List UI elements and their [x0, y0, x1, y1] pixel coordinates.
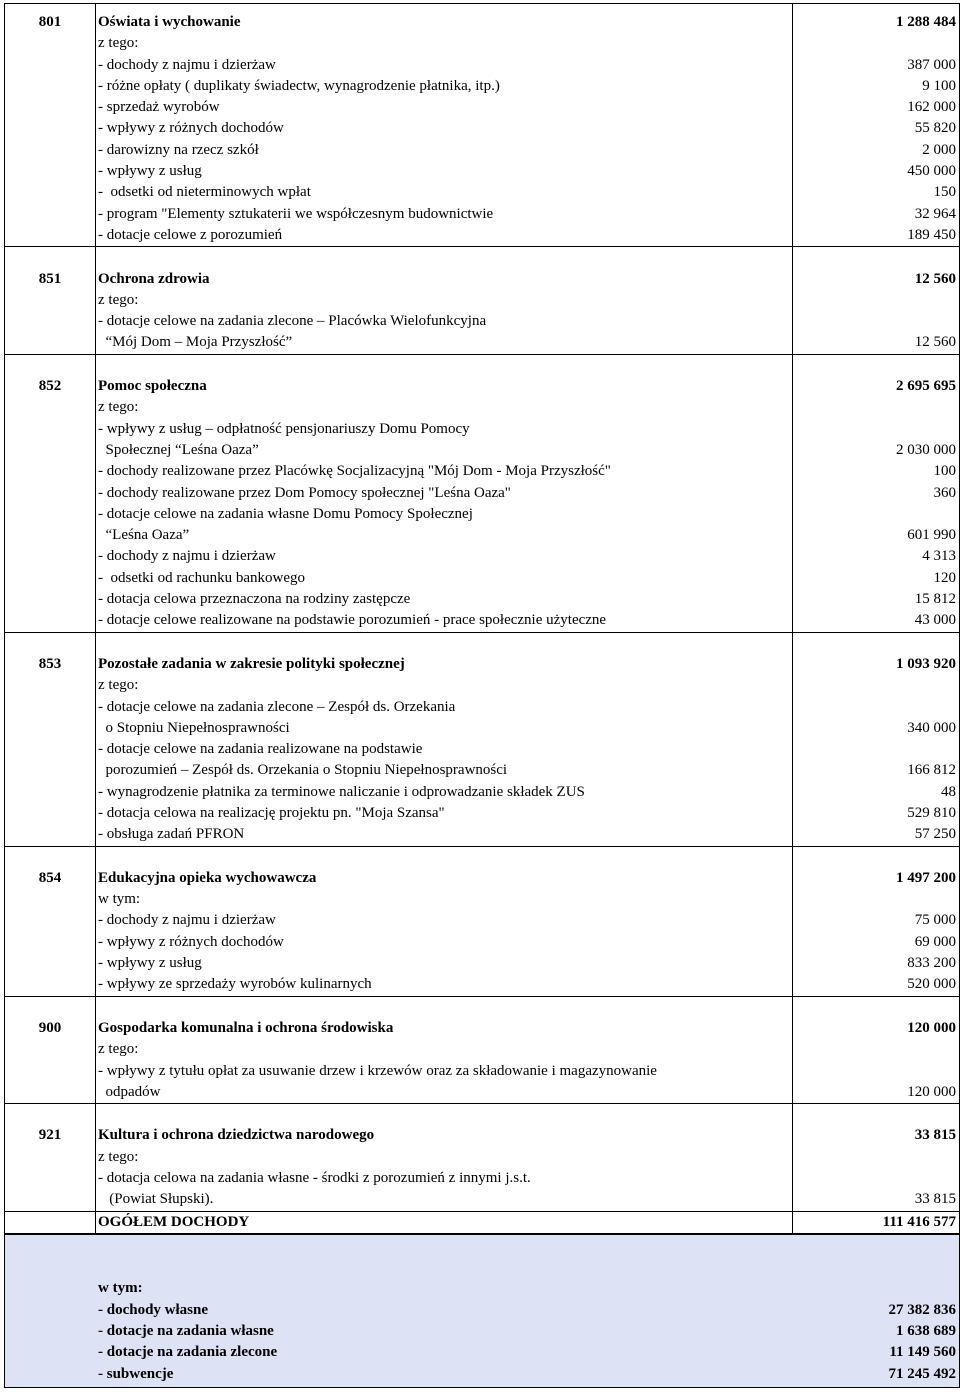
- section-code: 853: [38, 655, 62, 672]
- item-label: w tym:: [98, 891, 141, 908]
- item-value: 120: [933, 569, 956, 586]
- table-row: [5, 932, 959, 953]
- section-code: 854: [38, 869, 62, 886]
- item-label: - sprzedaż wyrobów: [98, 99, 220, 116]
- item-label: - dochody z najmu i dzierżaw: [98, 912, 276, 929]
- item-value: 9 100: [922, 77, 956, 94]
- table-row: [5, 974, 959, 996]
- table-row: [5, 311, 959, 332]
- item-value: 75 000: [914, 912, 956, 929]
- table-row: [5, 525, 959, 546]
- item-value: 189 450: [907, 226, 956, 243]
- section-spacer: [5, 355, 959, 376]
- table-row: [5, 568, 959, 589]
- table-body: [5, 4, 959, 1211]
- table-row: [5, 824, 959, 846]
- item-value: 529 810: [907, 804, 956, 821]
- item-label: - wpływy z usług: [98, 955, 202, 972]
- table-row: [5, 440, 959, 461]
- item-label: (Powiat Słupski).: [98, 1191, 214, 1208]
- section-total: 2 695 695: [896, 378, 956, 395]
- item-value: 150: [933, 184, 956, 201]
- item-label: o Stopniu Niepełnosprawności: [98, 719, 290, 736]
- table-row: [5, 504, 959, 525]
- item-value: 340 000: [907, 719, 956, 736]
- section-title: Edukacyjna opieka wychowawcza: [98, 869, 317, 886]
- item-label: - dotacje celowe na zadania zlecone – Zespół ds. Orzekania: [98, 698, 456, 715]
- summary-label: - subwencje: [98, 1365, 174, 1382]
- summary-label: - dochody własne: [98, 1301, 209, 1318]
- section-spacer: [5, 247, 959, 268]
- table-row: [5, 55, 959, 76]
- item-label: - wpływy z usług – odpłatność pensjonariuszy Domu Pomocy: [98, 420, 470, 437]
- item-value: 55 820: [914, 120, 956, 137]
- item-label: “Leśna Oaza”: [98, 527, 190, 544]
- table-row: [5, 546, 959, 567]
- item-label: - dochody z najmu i dzierżaw: [98, 56, 276, 73]
- item-value: 162 000: [907, 99, 956, 116]
- table-row: [5, 204, 959, 225]
- section-total: 1 093 920: [896, 655, 956, 672]
- item-value: 69 000: [914, 933, 956, 950]
- section-code: 851: [38, 270, 62, 287]
- item-label: “Mój Dom – Moja Przyszłość”: [98, 334, 293, 351]
- section-header-row: [5, 868, 959, 889]
- section-title: Pozostałe zadania w zakresie polityki społecznej: [98, 655, 405, 672]
- summary-value: 27 382 836: [888, 1301, 956, 1318]
- grand-total-value: 111 416 577: [882, 1213, 956, 1230]
- table-row: [5, 76, 959, 97]
- section-total: 120 000: [907, 1019, 956, 1036]
- item-label: - dotacja celowa na realizację projektu pn. "Moja Szansa": [98, 804, 445, 821]
- item-label: z tego:: [98, 399, 139, 416]
- item-value: 120 000: [907, 1083, 956, 1100]
- summary-value: 1 638 689: [896, 1323, 956, 1340]
- item-value: 2 030 000: [896, 441, 956, 458]
- table-row: [5, 182, 959, 203]
- item-label: - dotacje celowe realizowane na podstawie porozumień - prace społecznie użyteczne: [98, 612, 607, 629]
- table-row: [5, 332, 959, 354]
- item-value: 2 000: [922, 141, 956, 158]
- item-label: - dotacja celowa przeznaczona na rodziny zastępcze: [98, 591, 411, 608]
- section-title: Pomoc społeczna: [98, 378, 207, 395]
- summary-row: [5, 1300, 959, 1321]
- item-value: 32 964: [914, 205, 956, 222]
- section-spacer: [5, 633, 959, 654]
- item-label: z tego:: [98, 291, 139, 308]
- table-row: [5, 483, 959, 504]
- table-row: [5, 1189, 959, 1210]
- item-label: - dochody realizowane przez Placówkę Socjalizacyjną "Mój Dom - Moja Przyszłość": [98, 463, 611, 480]
- item-value: 833 200: [907, 955, 956, 972]
- table-row: [5, 910, 959, 931]
- item-value: 43 000: [914, 612, 956, 629]
- section-intro-row: [5, 675, 959, 696]
- summary-value: 71 245 492: [888, 1365, 956, 1382]
- item-value: 601 990: [907, 527, 956, 544]
- item-label: z tego:: [98, 677, 139, 694]
- table-row: [5, 953, 959, 974]
- item-label: - dotacja celowa na zadania własne - środki z porozumień z innymi j.s.t.: [98, 1170, 531, 1187]
- item-value: 4 313: [922, 548, 956, 565]
- section-title: Kultura i ochrona dziedzictwa narodowego: [98, 1127, 375, 1144]
- table-row: [5, 118, 959, 139]
- item-label: - dotacje celowe z porozumień: [98, 226, 283, 243]
- item-label: - różne opłaty ( duplikaty świadectw, wynagrodzenie płatnika, itp.): [98, 77, 500, 94]
- item-value: 57 250: [914, 826, 956, 843]
- table-row: [5, 419, 959, 440]
- item-label: - dochody realizowane przez Dom Pomocy społecznej "Leśna Oaza": [98, 484, 511, 501]
- item-label: z tego:: [98, 35, 139, 52]
- section-header-row: [5, 376, 959, 397]
- table-row: [5, 610, 959, 632]
- income-table: [4, 3, 960, 1233]
- item-label: porozumień – Zespół ds. Orzekania o Stopniu Niepełnosprawności: [98, 762, 508, 779]
- section-intro-row: [5, 290, 959, 311]
- item-label: - program "Elementy sztukaterii we współczesnym budownictwie: [98, 205, 494, 222]
- item-label: - darowizny na rzecz szkół: [98, 141, 259, 158]
- summary-value: 11 149 560: [889, 1344, 956, 1361]
- section-total: 1 497 200: [896, 869, 956, 886]
- section-title: Gospodarka komunalna i ochrona środowiska: [98, 1019, 394, 1036]
- summary-row: [5, 1321, 959, 1342]
- section-intro-row: [5, 1147, 959, 1168]
- item-label: - odsetki od nieterminowych wpłat: [98, 184, 311, 201]
- item-label: - dotacje celowe na zadania własne Domu Pomocy Społecznej: [98, 505, 473, 522]
- item-value: 100: [933, 463, 956, 480]
- table-row: [5, 225, 959, 247]
- item-value: 450 000: [907, 163, 956, 180]
- table-row: [5, 760, 959, 781]
- section-spacer: [5, 847, 959, 868]
- item-value: 360: [933, 484, 956, 501]
- summary-list: [5, 1278, 959, 1384]
- table-row: [5, 1082, 959, 1104]
- section-code: 801: [38, 14, 62, 30]
- item-value: 48: [941, 783, 956, 800]
- grand-total-row: [5, 1211, 959, 1233]
- item-label: - wpływy z tytułu opłat za usuwanie drzew i krzewów oraz za składowanie i magazynowanie: [98, 1062, 657, 1079]
- item-label: - odsetki od rachunku bankowego: [98, 569, 306, 586]
- section-intro-row: [5, 889, 959, 910]
- item-label: - wpływy z różnych dochodów: [98, 120, 284, 137]
- section-header-row: [5, 12, 959, 33]
- summary-panel: [4, 1233, 960, 1388]
- section-code: 921: [38, 1127, 62, 1144]
- summary-heading: w tym:: [98, 1280, 143, 1297]
- item-value: 15 812: [914, 591, 956, 608]
- table-row: [5, 803, 959, 824]
- item-label: Społecznej “Leśna Oaza”: [98, 441, 259, 458]
- table-row: [5, 718, 959, 739]
- section-intro-row: [5, 1039, 959, 1060]
- grand-total-label: OGÓŁEM DOCHODY: [98, 1213, 250, 1230]
- item-label: - wpływy ze sprzedaży wyrobów kulinarnych: [98, 976, 372, 993]
- item-label: z tego:: [98, 1148, 139, 1165]
- section-code: 900: [38, 1019, 62, 1036]
- item-label: odpadów: [98, 1083, 161, 1100]
- table-row: [5, 739, 959, 760]
- summary-label: - dotacje na zadania własne: [98, 1323, 274, 1340]
- item-value: 520 000: [907, 976, 956, 993]
- section-code: 852: [38, 378, 62, 395]
- item-label: - dochody z najmu i dzierżaw: [98, 548, 276, 565]
- item-value: 33 815: [914, 1191, 956, 1208]
- table-row: [5, 97, 959, 118]
- section-total: 1 288 484: [896, 14, 956, 30]
- item-value: 12 560: [914, 334, 956, 351]
- section-spacer: [5, 1104, 959, 1125]
- table-row: [5, 782, 959, 803]
- section-intro-row: [5, 397, 959, 418]
- section-title: Oświata i wychowanie: [98, 14, 241, 30]
- table-row: [5, 461, 959, 482]
- item-label: - dotacje celowe na zadania zlecone – Placówka Wielofunkcyjna: [98, 313, 487, 330]
- item-label: - wynagrodzenie płatnika za terminowe naliczanie i odprowadzanie składek ZUS: [98, 783, 585, 800]
- table-row: [5, 697, 959, 718]
- summary-row: [5, 1342, 959, 1363]
- summary-row: [5, 1364, 959, 1385]
- table-row: [5, 589, 959, 610]
- item-label: - wpływy z różnych dochodów: [98, 933, 284, 950]
- section-header-row: [5, 654, 959, 675]
- section-header-row: [5, 1018, 959, 1039]
- section-intro-row: [5, 33, 959, 54]
- section-header-row: [5, 269, 959, 290]
- item-value: 166 812: [907, 762, 956, 779]
- item-label: - dotacje celowe na zadania realizowane na podstawie: [98, 741, 423, 758]
- item-label: - obsługa zadań PFRON: [98, 826, 245, 843]
- section-spacer: [5, 997, 959, 1018]
- section-total: 33 815: [914, 1127, 956, 1144]
- table-row: [5, 140, 959, 161]
- table-row: [5, 1168, 959, 1189]
- section-header-row: [5, 1125, 959, 1146]
- section-title: Ochrona zdrowia: [98, 270, 210, 287]
- item-value: 387 000: [907, 56, 956, 73]
- table-row: [5, 1061, 959, 1082]
- section-total: 12 560: [914, 270, 956, 287]
- item-label: z tego:: [98, 1041, 139, 1058]
- item-label: - wpływy z usług: [98, 163, 202, 180]
- summary-heading-row: [5, 1278, 959, 1299]
- summary-label: - dotacje na zadania zlecone: [98, 1344, 278, 1361]
- table-row: [5, 161, 959, 182]
